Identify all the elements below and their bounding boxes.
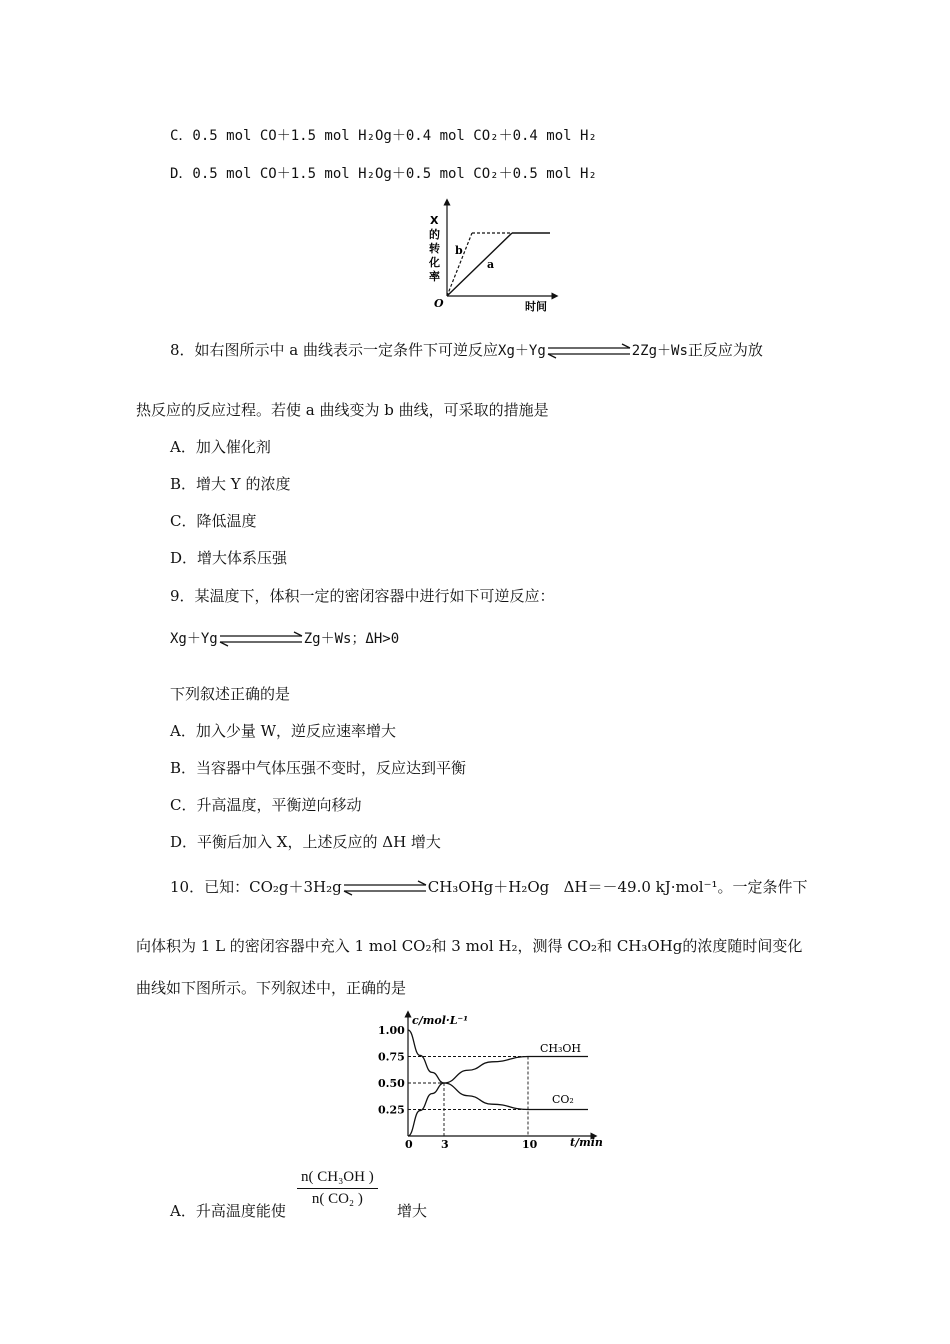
curve-b-label: b [455, 244, 463, 257]
chart-ylabel: c/mol·L⁻¹ [412, 1014, 469, 1027]
y-label-3: 化 [429, 256, 440, 269]
q8-stem [170, 340, 763, 361]
q10-eq-right: CH₃OHg＋H₂Og [427, 878, 550, 896]
series-label-ch3oh: CH₃OH [540, 1042, 582, 1055]
q9-eq-right: Zg＋Ws [303, 631, 352, 647]
q10-line3: 曲线如下图所示。下列叙述中，正确的是 [136, 979, 407, 997]
concentration-chart [372, 1008, 604, 1150]
q7-option-d: D．0.5 mol CO＋1.5 mol H₂Og＋0.5 mol CO₂＋0.5 mol H₂ [170, 166, 597, 182]
q9-eq-tail: ；ΔH>0 [351, 631, 400, 647]
q8-option-a: A．加入催化剂 [170, 438, 271, 456]
x-tick-label: 10 [522, 1138, 538, 1150]
q8-stem-post: 正反应为放 [687, 341, 763, 359]
fraction-numerator: n( CH₃OH ) [297, 1169, 378, 1189]
y-tick-label: 0.25 [378, 1103, 405, 1117]
chart-xlabel: t/min [570, 1136, 603, 1149]
q9-option-d: D．平衡后加入 X，上述反应的 ΔH 增大 [170, 833, 441, 851]
q8-stem-pre: 8．如右图所示中 a 曲线表示一定条件下可逆反应 [170, 341, 499, 359]
q10-option-a-pre: A．升高温度能使 [170, 1202, 286, 1220]
y-label-2: 转 [429, 242, 440, 255]
q10-option-a-post: 增大 [397, 1202, 428, 1220]
q10-stem [170, 877, 808, 897]
q9-eq-left: Xg＋Yg [170, 631, 218, 647]
q7-option-c: C．0.5 mol CO＋1.5 mol H₂Og＋0.4 mol CO₂＋0.4 mol H₂ [170, 128, 597, 144]
q8-option-c: C．降低温度 [170, 512, 257, 530]
curve-a-label: a [487, 258, 495, 271]
q8-eq-right: 2Zg＋Ws [631, 343, 688, 359]
q8-eq-left: Xg＋Yg [498, 343, 546, 359]
y-tick-label: 0.75 [378, 1050, 405, 1064]
x-label: 时间 [525, 300, 547, 313]
q9-option-c: C．升高温度，平衡逆向移动 [170, 796, 362, 814]
q10-option-a-fraction [297, 1169, 378, 1208]
q9-equation [170, 628, 399, 649]
origin-label: O [434, 297, 444, 310]
x-tick-label: 0 [405, 1138, 413, 1150]
y-label-1: 的 [429, 228, 440, 241]
q8-stem-line2: 热反应的反应过程。若使 a 曲线变为 b 曲线，可采取的措施是 [136, 401, 549, 419]
curve-a [447, 233, 512, 296]
q9-prompt: 下列叙述正确的是 [170, 685, 291, 703]
q9-option-a: A．加入少量 W，逆反应速率增大 [170, 722, 397, 740]
q10-stem-post: ΔH＝－49.0 kJ·mol⁻¹。一定条件下 [563, 878, 808, 896]
curve-b [447, 233, 472, 296]
y-label-4: 率 [429, 270, 440, 283]
reversible-arrow-icon [546, 343, 632, 359]
y-tick-label: 1.00 [378, 1024, 405, 1037]
conversion-figure [420, 196, 560, 318]
reversible-arrow-icon [218, 631, 304, 647]
q8-option-d: D．增大体系压强 [170, 549, 288, 567]
q10-line2: 向体积为 1 L 的密闭容器中充入 1 mol CO₂和 3 mol H₂，测得 CO₂和 CH₃OHg的浓度随时间变化 [136, 937, 803, 955]
q9-option-b: B．当容器中气体压强不变时，反应达到平衡 [170, 759, 467, 777]
series-label-co2: CO₂ [552, 1093, 574, 1106]
q10-stem-pre: 10．已知：CO₂g＋3H₂g [170, 878, 342, 896]
reversible-arrow-icon [342, 880, 428, 896]
y-tick-label: 0.50 [378, 1077, 405, 1090]
fraction-denominator: n( CO₂ ) [311, 1191, 363, 1207]
y-label-0: X [430, 214, 439, 227]
q8-option-b: B．增大 Y 的浓度 [170, 475, 291, 493]
x-tick-label: 3 [441, 1138, 449, 1150]
q9-stem: 9．某温度下，体积一定的密闭容器中进行如下可逆反应： [170, 587, 555, 605]
